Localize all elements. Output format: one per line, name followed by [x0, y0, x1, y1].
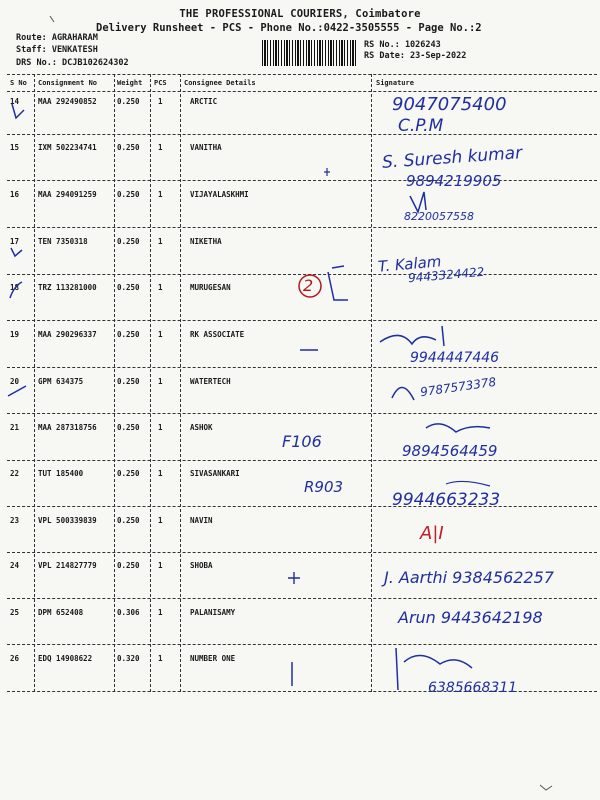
handwritten-signature: Arun 9443642198 — [398, 608, 543, 627]
row-sno: 23 — [10, 516, 20, 525]
row-consignment: TEN 7350318 — [38, 237, 88, 246]
row-sno: 22 — [10, 469, 20, 478]
handwritten-phone: 9894564459 — [402, 442, 498, 460]
row-weight: 0.250 — [117, 377, 140, 386]
row-sno: 24 — [10, 561, 20, 570]
col-consignment: Consignment No — [38, 79, 98, 87]
row-consignee: RK ASSOCIATE — [190, 330, 245, 339]
row-pcs: 1 — [158, 608, 163, 617]
handwritten-signature: J. Aarthi 9384562257 — [384, 568, 554, 587]
handwritten-phone: 8220057558 — [404, 210, 474, 223]
row-consignment: VPL 500339839 — [38, 516, 97, 525]
row-pcs: 1 — [158, 190, 163, 199]
handwritten-phone: 9894219905 — [406, 172, 502, 190]
row-consignment: MAA 294091259 — [38, 190, 97, 199]
row-weight: 0.250 — [117, 423, 140, 432]
row-sno: 19 — [10, 330, 20, 339]
row-weight: 0.250 — [117, 469, 140, 478]
handwritten-signature: S. Suresh kumar — [381, 143, 523, 173]
row-sno: 17 — [10, 237, 20, 246]
row-consignee: NIKETHA — [190, 237, 222, 246]
row-consignment: TRZ 113281000 — [38, 283, 97, 292]
row-consignment: EDQ 14908622 — [38, 654, 93, 663]
col-pcs: PCS — [154, 79, 167, 87]
row-consignee: MURUGESAN — [190, 283, 231, 292]
staff-label: Staff: VENKATESH — [16, 45, 98, 55]
row-sno: 16 — [10, 190, 20, 199]
row-weight: 0.250 — [117, 283, 140, 292]
row-weight: 0.250 — [117, 237, 140, 246]
row-weight: 0.306 — [117, 608, 140, 617]
row-pcs: 1 — [158, 561, 163, 570]
row-pcs: 1 — [158, 377, 163, 386]
handwritten-phone: 9047075400 — [392, 94, 507, 115]
col-consignee: Consignee Details — [184, 79, 256, 87]
row-consignee: NAVIN — [190, 516, 213, 525]
route-label: Route: AGRAHARAM — [16, 33, 98, 43]
row-consignment: IXM 502234741 — [38, 143, 97, 152]
row-sno: 25 — [10, 608, 20, 617]
row-pcs: 1 — [158, 97, 163, 106]
row-consignee: SIVASANKARI — [190, 469, 240, 478]
handwritten-phone: 9787573378 — [419, 374, 497, 400]
handwritten-signature: C.P.M — [398, 116, 444, 136]
row-pcs: 1 — [158, 330, 163, 339]
row-consignee: WATERTECH — [190, 377, 231, 386]
row-consignment: MAA 292490852 — [38, 97, 97, 106]
row-sno: 18 — [10, 283, 20, 292]
row-pcs: 1 — [158, 143, 163, 152]
handwritten-phone: 9944663233 — [392, 490, 501, 510]
row-pcs: 1 — [158, 654, 163, 663]
row-pcs: 1 — [158, 469, 163, 478]
col-sno: S No — [10, 79, 27, 87]
row-consignment: MAA 287318756 — [38, 423, 97, 432]
row-consignee: SHOBA — [190, 561, 213, 570]
row-consignee: VANITHA — [190, 143, 222, 152]
row-pcs: 1 — [158, 237, 163, 246]
row-consignee: PALANISAMY — [190, 608, 236, 617]
row-pcs: 1 — [158, 283, 163, 292]
rs-number: RS No.: 1026243 — [364, 40, 441, 50]
row-consignee: ASHOK — [190, 423, 213, 432]
row-consignment: VPL 214827779 — [38, 561, 97, 570]
row-consignee: NUMBER ONE — [190, 654, 236, 663]
row-consignee: VIJAYALASKHMI — [190, 190, 249, 199]
row-weight: 0.250 — [117, 561, 140, 570]
col-signature: Signature — [376, 79, 414, 87]
row-weight: 0.250 — [117, 97, 140, 106]
row-consignment: DPM 652408 — [38, 608, 84, 617]
row-pcs: 1 — [158, 423, 163, 432]
row-consignee: ARCTIC — [190, 97, 218, 106]
handwritten-red-mark: A|I — [420, 523, 444, 544]
row-weight: 0.250 — [117, 190, 140, 199]
row-consignment: GPM 634375 — [38, 377, 84, 386]
row-weight: 0.320 — [117, 654, 140, 663]
row-sno: 15 — [10, 143, 20, 152]
handwritten-phone: 9443324422 — [407, 264, 485, 286]
drs-number: DRS No.: DCJB102624302 — [16, 58, 129, 68]
row-sno: 21 — [10, 423, 20, 432]
col-weight: Weight — [117, 79, 143, 87]
handwritten-signature: T. Kalam — [377, 252, 443, 276]
row-sno: 20 — [10, 377, 20, 386]
row-pcs: 1 — [158, 516, 163, 525]
handwritten-red-mark: 2 — [303, 276, 314, 295]
company-title: THE PROFESSIONAL COURIERS, Coimbatore — [179, 8, 421, 20]
runsheet-subtitle: Delivery Runsheet - PCS - Phone No.:0422-3505555 - Page No.:2 — [96, 22, 482, 34]
row-consignment: MAA 290296337 — [38, 330, 97, 339]
row-weight: 0.250 — [117, 516, 140, 525]
handwritten-phone: 6385668311 — [428, 680, 518, 696]
row-sno: 14 — [10, 97, 20, 106]
row-sno: 26 — [10, 654, 20, 663]
row-weight: 0.250 — [117, 143, 140, 152]
rs-date: RS Date: 23-Sep-2022 — [364, 51, 467, 61]
handwritten-phone: 9944447446 — [410, 350, 500, 366]
row-weight: 0.250 — [117, 330, 140, 339]
row-consignment: TUT 185400 — [38, 469, 84, 478]
handwritten-flat-number: F106 — [282, 432, 322, 451]
handwritten-flat-number: R903 — [304, 478, 344, 496]
